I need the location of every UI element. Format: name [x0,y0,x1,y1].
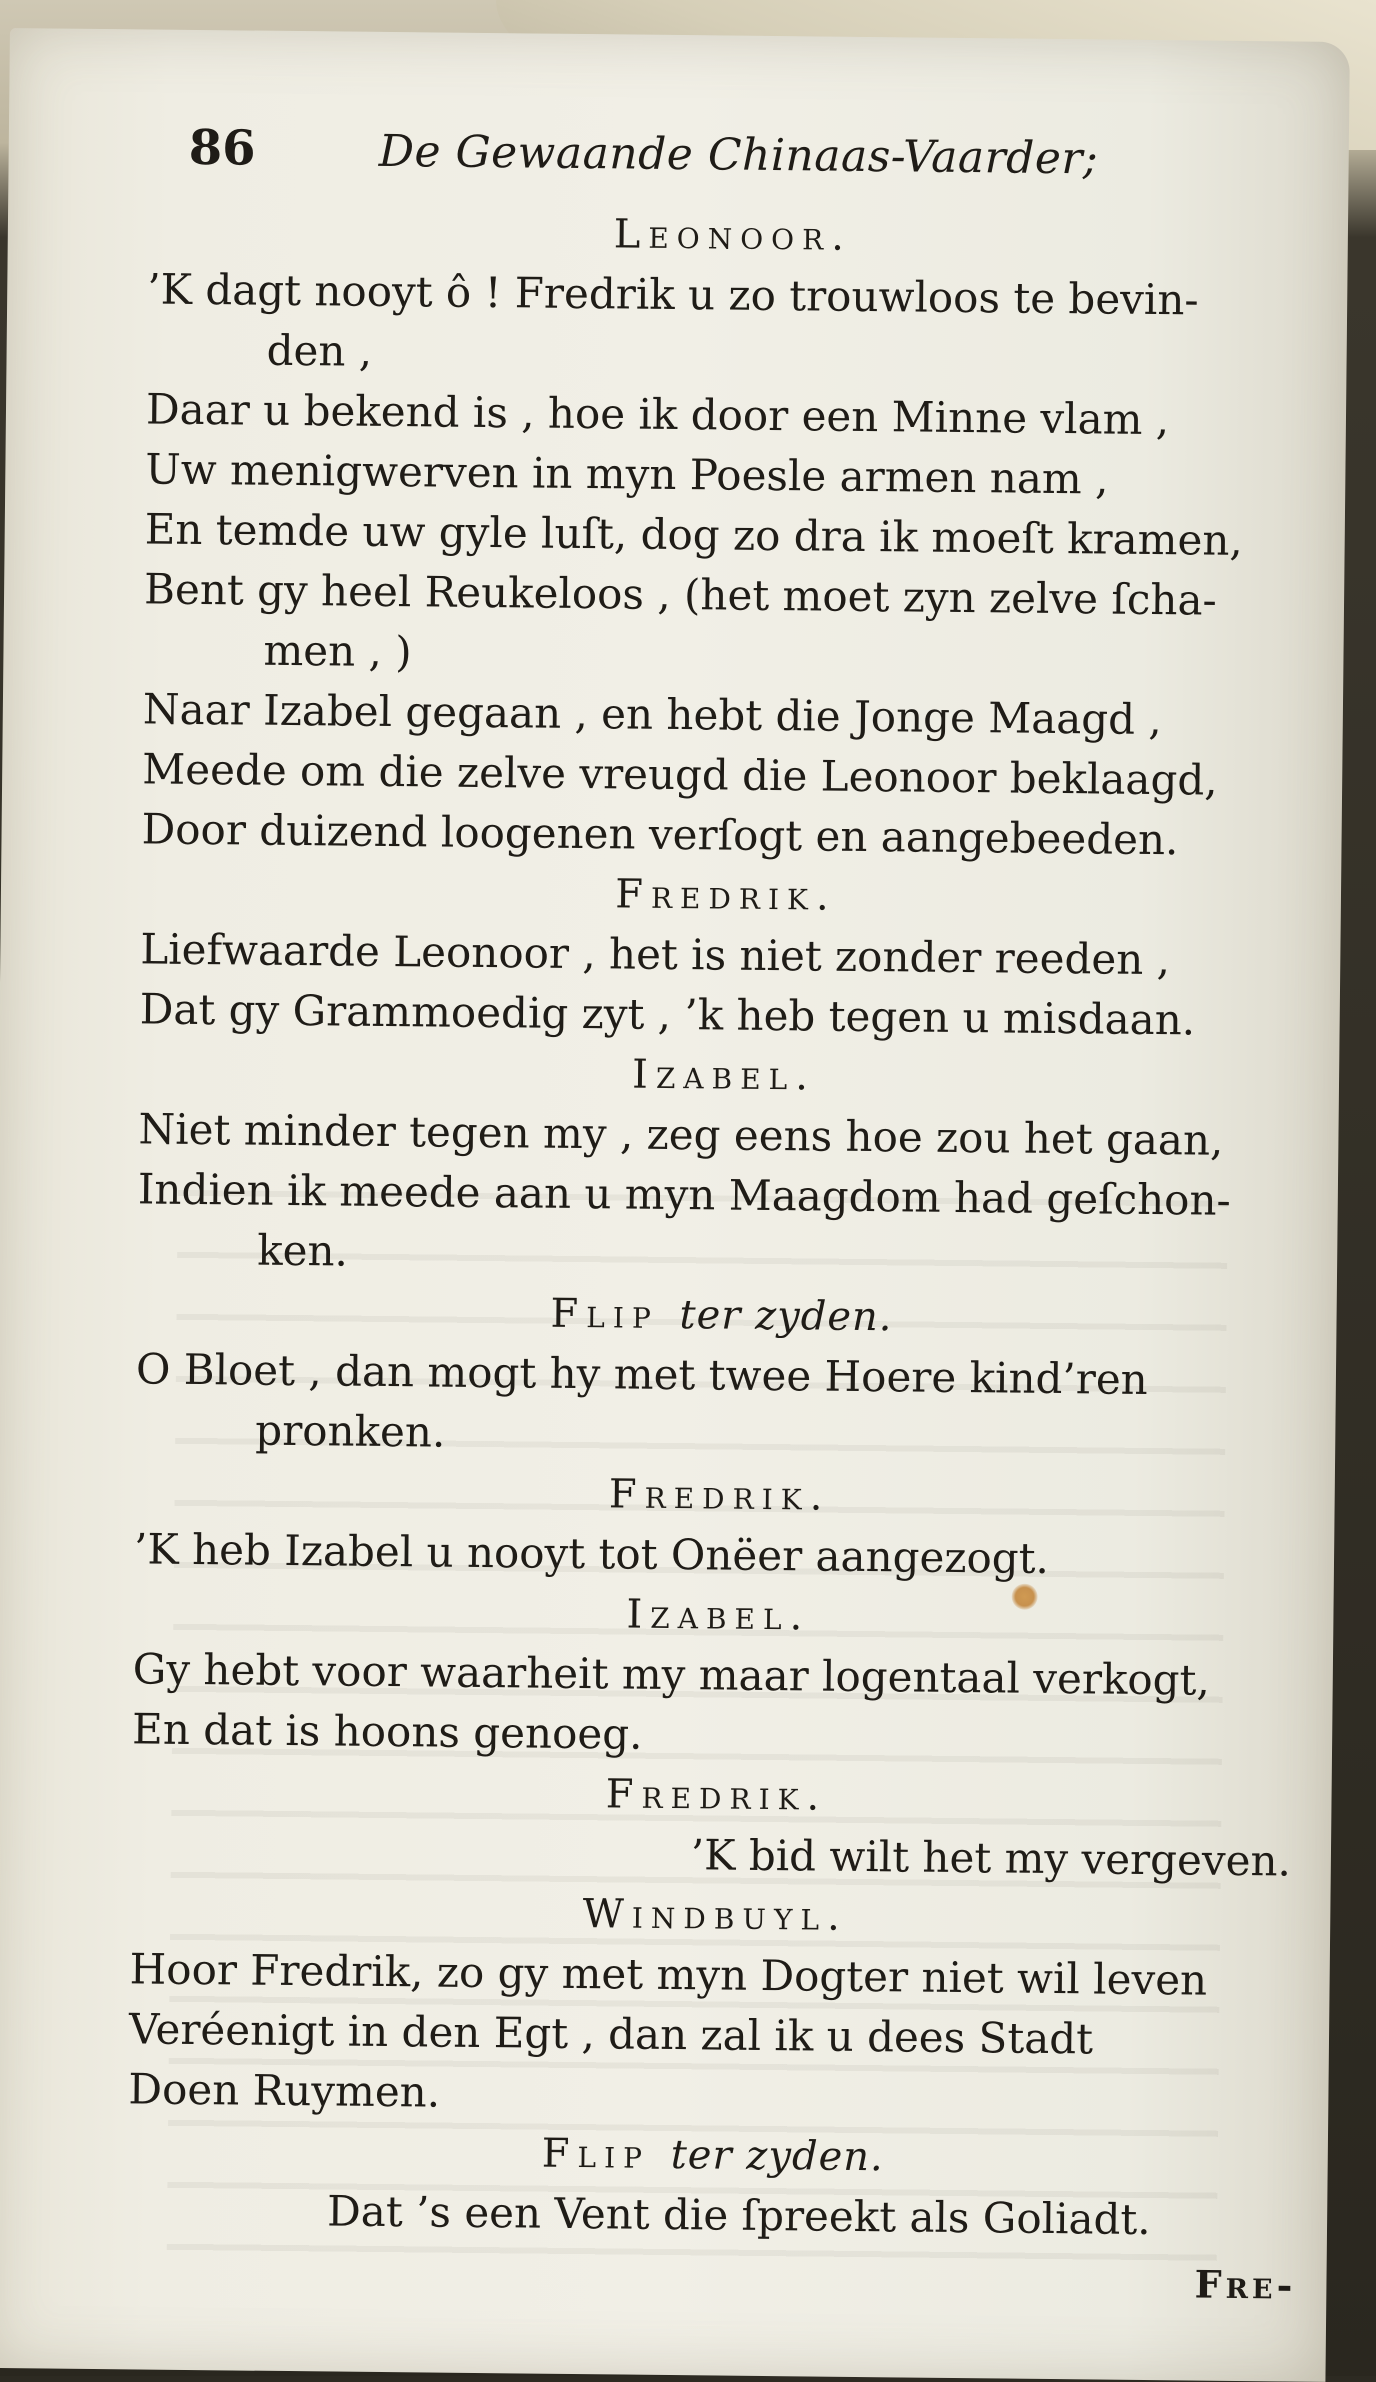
verse-line: Dat ’s een Vent die ſpreekt als Goliadt. [326,2186,1151,2245]
verse-line: pronken. [255,1405,446,1457]
verse-line: Door duizend loogenen verſogt en aangebeeden. [141,804,1179,865]
verse-line: den , [266,325,373,376]
verse-line: Doen Ruymen. [128,2064,441,2117]
play-text [127,199,1318,2251]
speaker-name: Leonoor. [613,211,853,260]
stage-direction: ter zyden. [679,1292,893,1341]
stage-direction: ter zyden. [670,2132,884,2181]
speaker-name: Fredrik. [608,1471,831,1520]
book-page [0,28,1350,2382]
verse-line: Uw menigwerven in myn Poesle armen nam , [145,444,1109,504]
speaker-name: Izabel. [631,1051,817,1100]
running-title: De Gewaande Chinaas-Vaarder; [378,125,1099,185]
verse-line: ken. [256,1225,349,1276]
speaker-name: Fredrik. [605,1771,828,1820]
text-block [126,99,1319,2315]
verse-line: ’K bid wilt het my vergeven. [690,1830,1292,1886]
speaker-name: Flip [550,1290,660,1338]
verse-line: Hoor Fredrik, zo gy met myn Dogter niet wil leven [129,1944,1208,2005]
verse-line: Niet minder tegen my , zeg eens hoe zou het gaan, [138,1104,1224,1165]
verse-line: Bent gy heel Reukeloos , (het moet zyn zelve ſcha- [143,564,1217,625]
verse-line: Gy hebt voor waarheit my maar logentaal verkogt, [132,1644,1211,1705]
verse-line: Veréenigt in den Egt , dan zal ik u dees Stadt [128,2004,1094,2064]
speaker-name: Fredrik. [614,871,837,920]
verse-line: Daar u bekend is , hoe ik door een Minne vlam , [145,384,1170,445]
verse-line: ’K heb Izabel u nooyt tot Onëer aangezogt. [133,1524,1050,1583]
verse-line: men , ) [263,625,412,677]
verse-line: ’K dagt nooyt ô ! Fredrik u zo trouwloos te bevin- [147,264,1199,325]
verse-line: En temde uw gyle luſt, dog zo dra ik moeſt kramen, [144,504,1244,565]
speaker-name: Flip [541,2130,651,2178]
catchword: Fre- [1194,2261,1297,2308]
page-number: 86 [188,119,256,177]
verse-line: En dat is hoons genoeg. [131,1704,643,1759]
speaker-name: Windbuyl. [582,1891,849,1940]
verse-line: Liefwaarde Leonoor , het is niet zonder reeden , [140,924,1171,985]
verse-line: Meede om die zelve vreugd die Leonoor beklaagd, [141,744,1218,805]
running-head [148,99,1319,211]
speaker-name: Izabel. [626,1591,811,1640]
verse-line: Indien ik meede aan u myn Maagdom had geſchon- [137,1164,1231,1225]
verse-line: Naar Izabel gegaan , en hebt die Jonge Maagd , [142,684,1163,745]
verse-line: Dat gy Grammoedig zyt , ’k heb tegen u misdaan. [139,984,1196,1045]
verse-line: O Bloet , dan mogt hy met twee Hoere kind’ren [135,1344,1149,1404]
